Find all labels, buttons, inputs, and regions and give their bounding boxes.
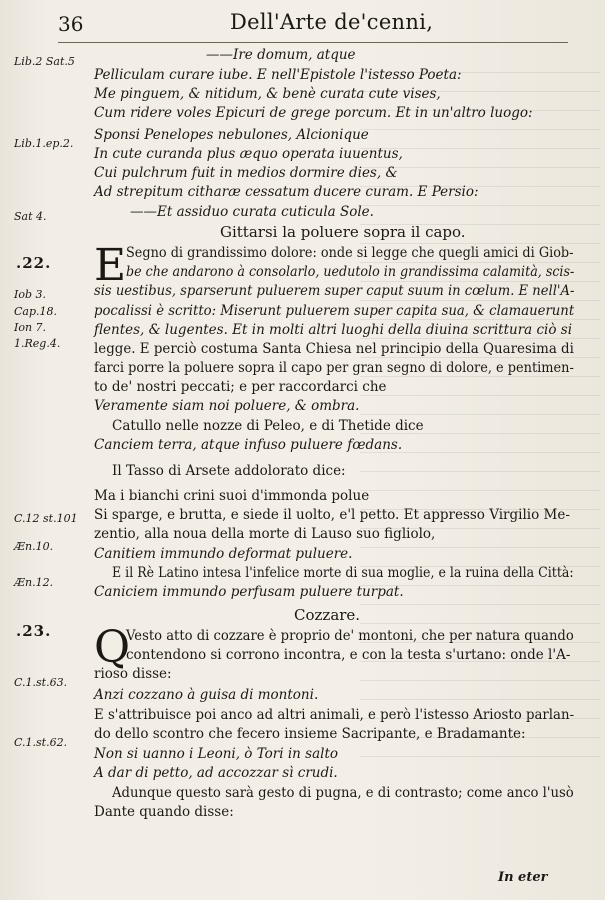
margin-note: Iob 3. [14,288,47,301]
text-line: In cute curanda plus æquo operata iuuentus, [94,146,403,162]
text-line: Vesto atto di cozzare è proprio de' montoni, che per natura quando [126,628,574,644]
text-line: Cui pulchrum fuit in medios dormire dies, & [94,165,398,181]
text-line: Ma i bianchi crini suoi d'immonda polue [94,488,370,504]
text-line: E s'attribuisce poi anco ad altri animali, e però l'istesso Ariosto parlan- [94,707,575,723]
page-number: 36 [58,12,84,36]
margin-note: Ion 7. [14,321,47,334]
margin-note: C.1.st.62. [14,736,68,749]
text-line: Caniciem immundo perfusam puluere turpat. [94,584,404,600]
text-line: Me pinguem, & nitidum, & benè curata cute vises, [94,86,441,102]
margin-note: Lib.1.ep.2. [14,137,74,150]
text-line: contendono si corrono incontra, e con la testa s'urtano: onde l'A- [126,647,571,663]
text-line: Ad strepitum citharæ cessatum ducere curam. E Persio: [94,184,479,200]
text-line: ——Et assiduo curata cuticula Sole. [130,204,374,220]
margin-note: C.12 st.101 [14,512,78,525]
margin-note: Sat 4. [14,210,47,223]
text-line: to de' nostri peccati; e per raccordarci che [94,379,387,395]
header-rule [58,42,568,43]
section-number: .22. [16,254,52,272]
text-line: zentio, alla noua della morte di Lauso suo figliolo, [94,526,436,542]
section-number: .23. [16,622,52,640]
text-line: be che andarono à consolarlo, uedutolo in grandissima calamità, scis- [126,264,575,280]
drop-cap: E [94,240,127,291]
running-head: Dell'Arte de'cenni, [230,10,434,34]
text-line: Dante quando disse: [94,804,234,820]
text-line: Canciem terra, atque infuso puluere fœdans. [94,437,403,453]
text-line: pocalissi è scritto: Miserunt puluerem super capita sua, & clamauerunt [94,303,575,319]
text-line: Cum ridere voles Epicuri de grege porcum. Et in un'altro luogo: [94,105,533,121]
text-line: Sponsi Penelopes nebulones, Alcionique [94,127,369,143]
text-line: E il Rè Latino intesa l'infelice morte di sua moglie, e la ruina della Città: [112,565,574,581]
drop-cap: Q [94,622,131,673]
margin-note: Æn.12. [14,576,54,589]
text-line: farci porre la poluere sopra il capo per gran segno di dolore, e pentimen- [94,360,574,376]
margin-note: Æn.10. [14,540,54,553]
section-heading: Cozzare. [294,606,361,624]
text-line: Pelliculam curare iube. E nell'Epistole l'istesso Poeta: [94,67,462,83]
text-line: Anzi cozzano à guisa di montoni. [94,687,319,703]
text-line: sis uestibus, sparserunt puluerem super caput suum in cœlum. E nell'A- [94,283,575,299]
text-line: do dello scontro che fecero insieme Sacripante, e Bradamante: [94,726,526,742]
margin-note: 1.Reg.4. [14,337,61,350]
text-line: Il Tasso di Arsete addolorato dice: [112,463,346,479]
text-line: Catullo nelle nozze di Peleo, e di Thetide dice [112,418,424,434]
text-line: Adunque questo sarà gesto di pugna, e di contrasto; come anco l'usò [112,785,574,801]
text-line: Non si uanno i Leoni, ò Tori in salto [94,746,339,762]
text-line: Canitiem immundo deformat puluere. [94,546,353,562]
margin-column [14,52,94,852]
margin-note: Lib.2 Sat.5 [14,55,75,68]
text-line: Veramente siam noi poluere, & ombra. [94,398,360,414]
text-line: ——Ire domum, atque [206,47,356,63]
margin-note: Cap.18. [14,305,58,318]
margin-note: C.1.st.63. [14,676,68,689]
text-line: Segno di grandissimo dolore: onde si legge che quegli amici di Giob- [126,245,574,261]
section-heading: Gittarsi la poluere sopra il capo. [220,223,466,241]
text-line: rioso disse: [94,666,172,682]
text-line: A dar di petto, ad accozzar sì crudi. [94,765,338,781]
catchword: In eter [498,870,548,885]
text-line: Si sparge, e brutta, e siede il uolto, e'l petto. Et appresso Virgilio Me- [94,507,570,523]
text-line: legge. E perciò costuma Santa Chiesa nel principio della Quaresima di [94,341,574,357]
text-line: flentes, & lugentes. Et in molti altri luoghi della diuina scrittura ciò si [94,322,573,338]
